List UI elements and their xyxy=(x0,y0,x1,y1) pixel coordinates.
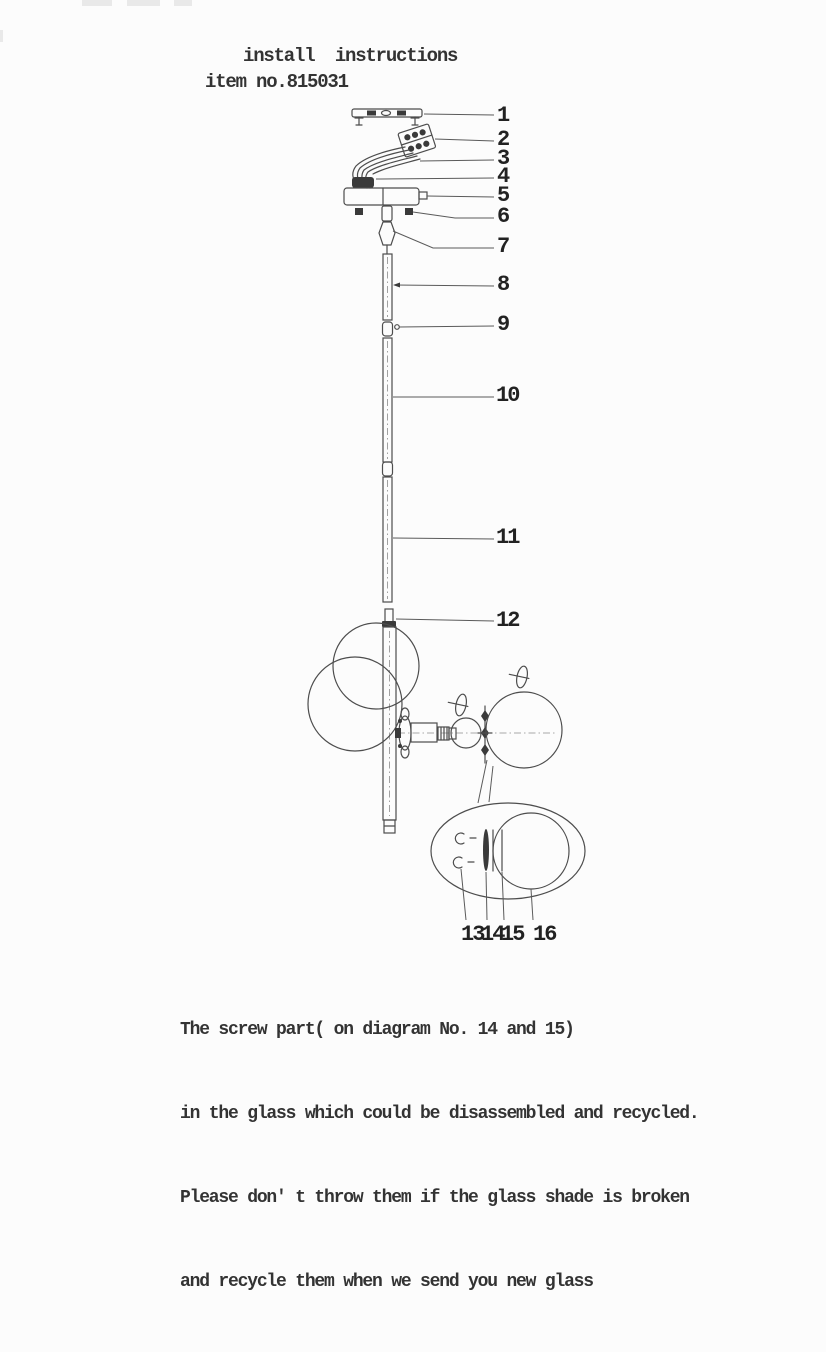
part-label-10: 10 xyxy=(496,383,519,408)
socket-assembly xyxy=(395,664,562,768)
part-label-8: 8 xyxy=(497,272,509,297)
rod-section-8 xyxy=(383,254,392,320)
canopy-screws xyxy=(355,208,413,215)
part-label-15: 15 xyxy=(501,922,524,947)
recycle-note-line: The screw part( on diagram No. 14 and 15) xyxy=(180,1020,574,1040)
part-label-7: 7 xyxy=(497,234,509,259)
recycle-note-line: Please don' t throw them if the glass shade is broken xyxy=(180,1188,689,1208)
glass-globe-right xyxy=(486,692,562,768)
part-label-1: 1 xyxy=(497,103,509,128)
rod-connector-9 xyxy=(383,322,400,336)
part-label-14: 14 xyxy=(481,922,504,947)
part-label-3: 3 xyxy=(497,146,509,171)
recycle-note-line: in the glass which could be disassembled and recycled. xyxy=(180,1104,699,1124)
part-label-11: 11 xyxy=(496,525,519,550)
item-number: item no.815031 xyxy=(205,71,348,93)
thumb-screw-icon xyxy=(507,664,531,690)
rod-section-11 xyxy=(383,477,392,602)
detail-screw-13 xyxy=(453,833,476,868)
page-title: install instructions xyxy=(243,45,458,67)
part-label-12: 12 xyxy=(496,608,519,633)
recycle-note xyxy=(180,960,699,1352)
rod-section-10 xyxy=(383,338,392,462)
terminal-block xyxy=(398,124,436,158)
scan-artifacts xyxy=(0,0,192,42)
detail-bubble xyxy=(431,803,585,920)
detail-glass-globe xyxy=(493,813,569,889)
thumb-screw-icon xyxy=(446,692,470,718)
rod-connector-mid xyxy=(383,462,393,476)
socket-housing xyxy=(411,723,437,742)
detail-gasket-14 xyxy=(483,829,489,871)
detail-callout-lines xyxy=(478,760,493,803)
part-label-5: 5 xyxy=(497,183,509,208)
lamp-base xyxy=(438,727,449,740)
wire-bundle xyxy=(352,147,420,188)
glass-globe-upper xyxy=(333,623,419,709)
part-label-9: 9 xyxy=(497,312,509,337)
ceiling-canopy xyxy=(344,188,427,205)
part-label-13: 13 xyxy=(461,922,484,947)
recycle-note-line: and recycle them when we send you new glass xyxy=(180,1272,593,1292)
part-label-6: 6 xyxy=(497,204,509,229)
part-label-16: 16 xyxy=(533,922,556,947)
part-label-2: 2 xyxy=(497,127,509,152)
detail-ring-15 xyxy=(493,830,502,871)
part-label-4: 4 xyxy=(497,164,509,189)
leader-lines xyxy=(376,114,494,621)
mounting-bracket xyxy=(352,109,422,125)
cord-grip xyxy=(379,206,395,254)
